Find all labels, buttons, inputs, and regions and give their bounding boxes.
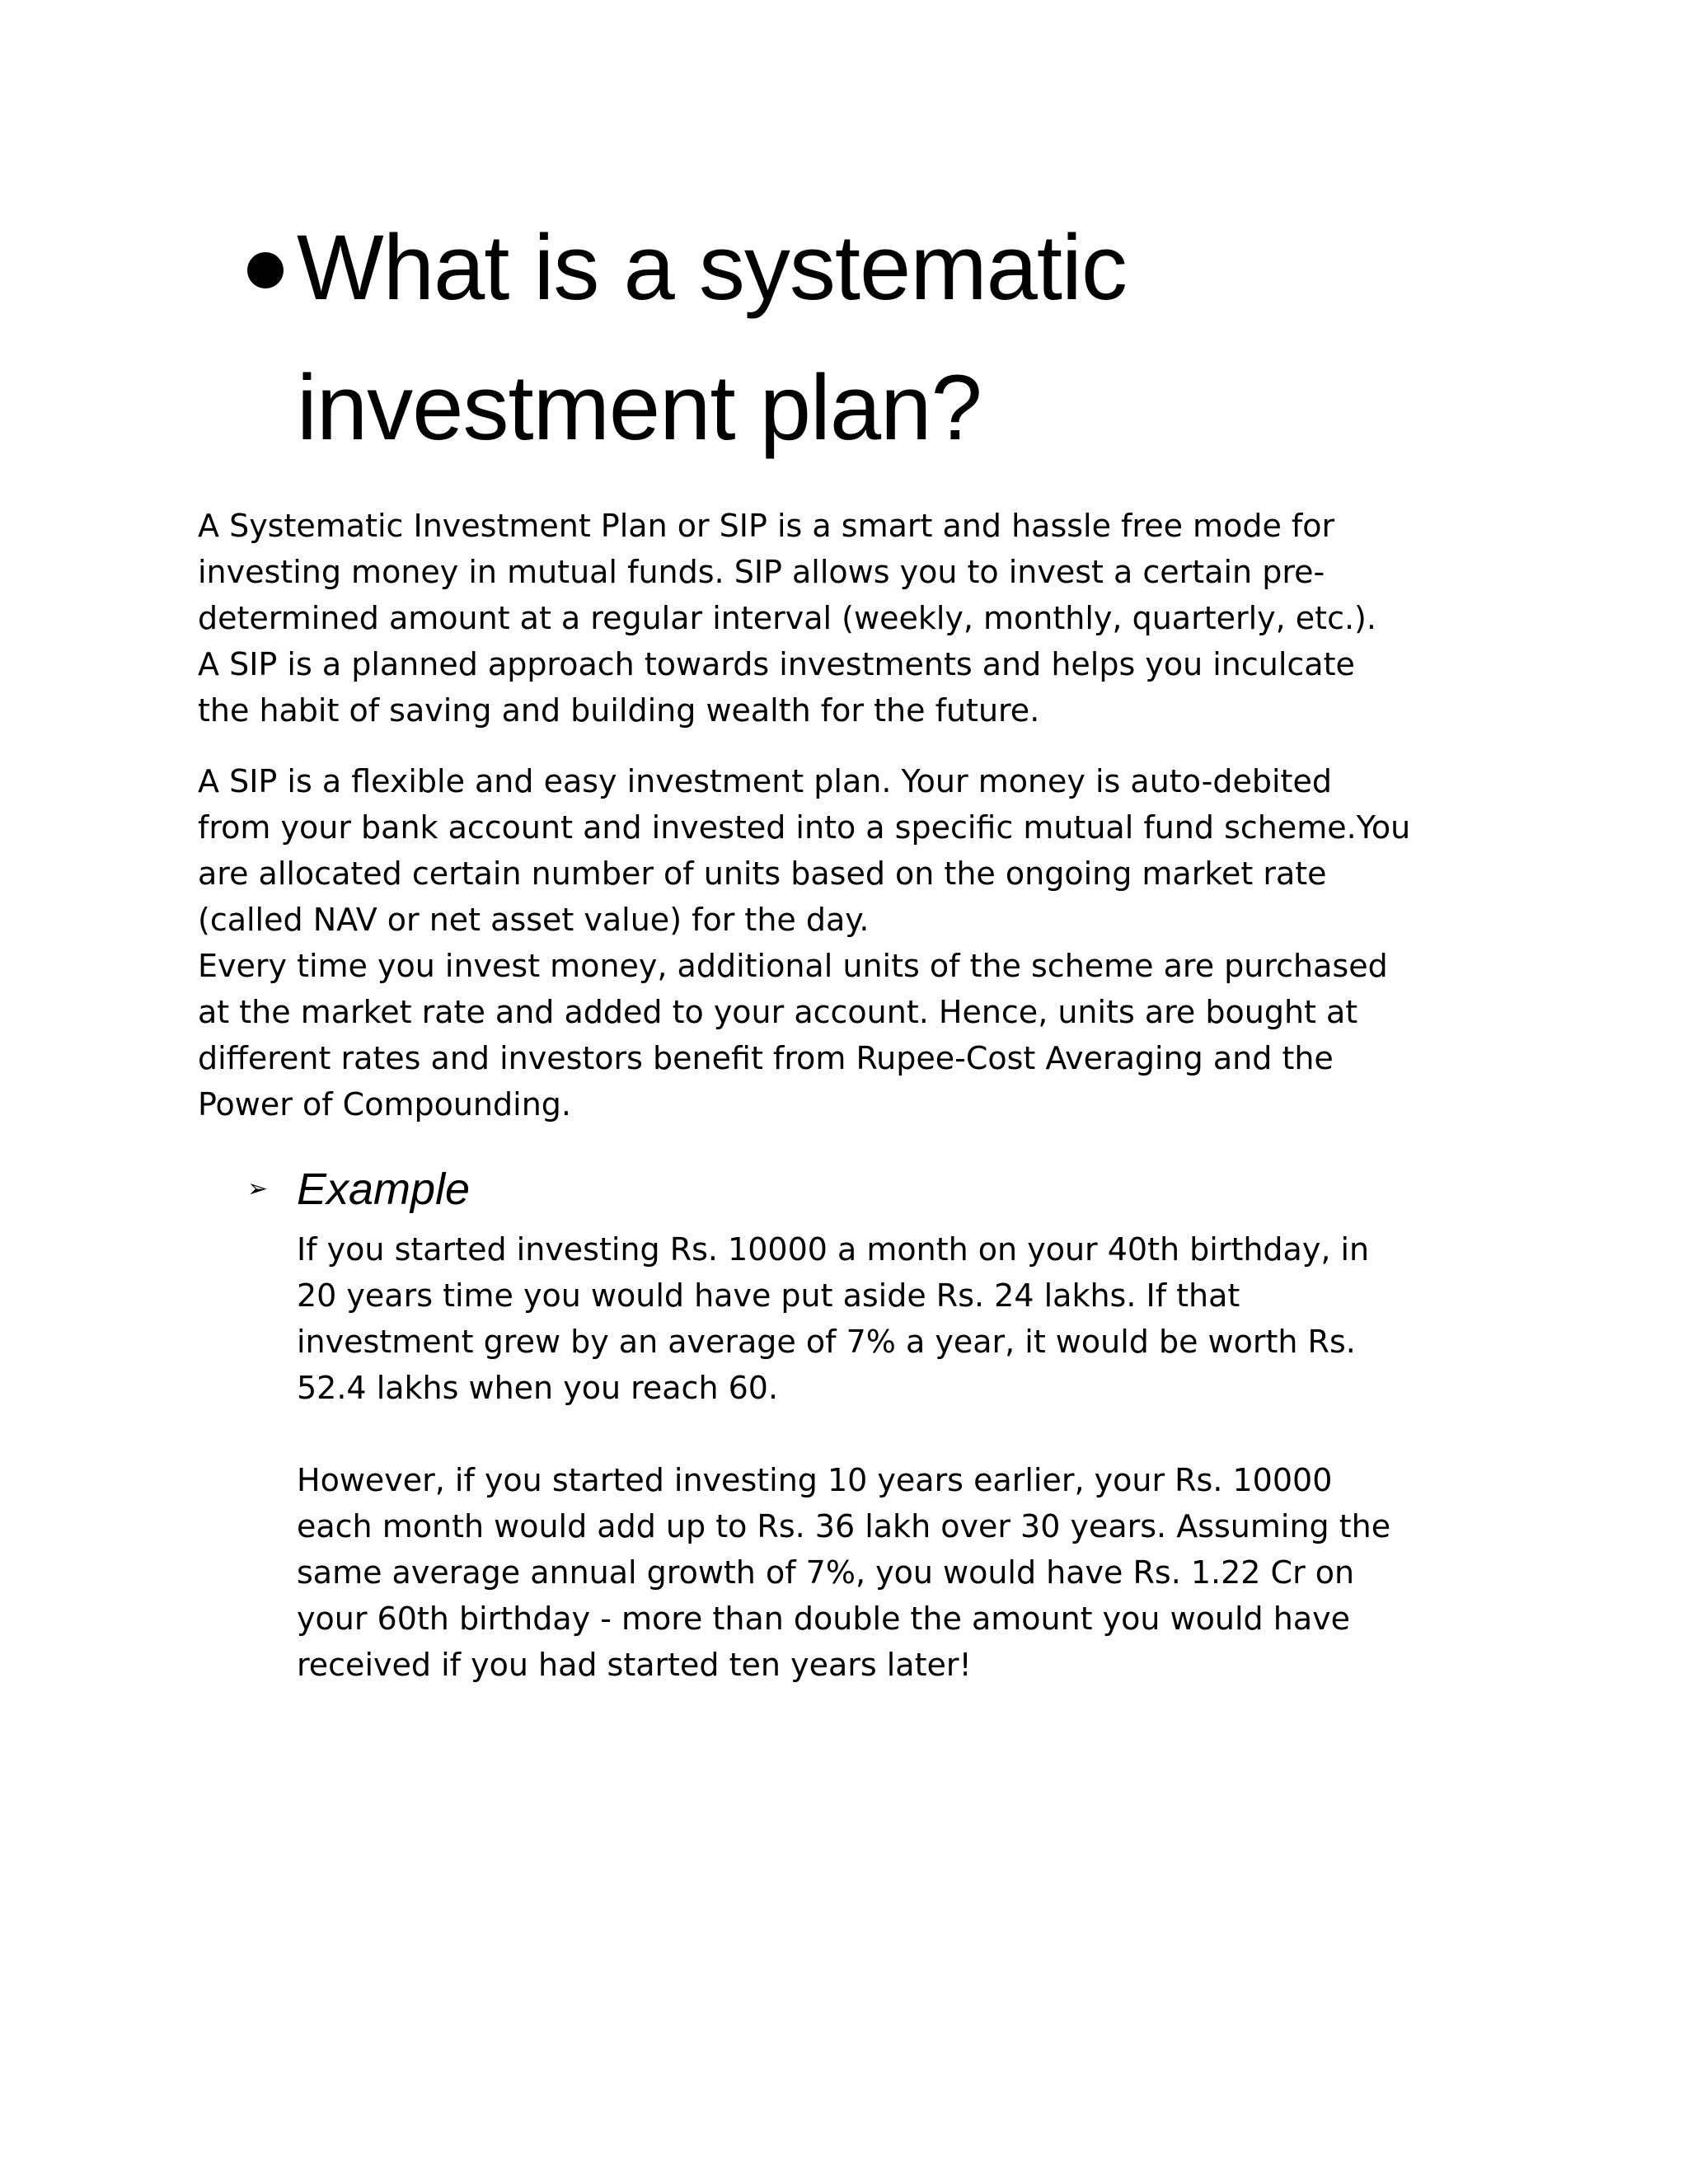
- intro-paragraph: [198, 503, 1500, 733]
- paragraph-line: However, if you started investing 10 years earlier, your Rs. 10000: [297, 1462, 1333, 1498]
- paragraph-line: each month would add up to Rs. 36 lakh over 30 years. Assuming the: [297, 1508, 1391, 1544]
- paragraph-line: different rates and investors benefit from Rupee-Cost Averaging and the: [198, 1040, 1334, 1076]
- paragraph-line: A Systematic Investment Plan or SIP is a smart and hassle free mode for: [198, 508, 1335, 544]
- paragraph-line: If you started investing Rs. 10000 a month on your 40th birthday, in: [297, 1231, 1370, 1268]
- paragraph-line: received if you had started ten years later!: [297, 1647, 972, 1683]
- paragraph-line: (called NAV or net asset value) for the day.: [198, 902, 870, 938]
- paragraph-line: at the market rate and added to your account. Hence, units are bought at: [198, 994, 1358, 1030]
- paragraph-line: 20 years time you would have put aside Rs. 24 lakhs. If that: [297, 1277, 1240, 1314]
- arrow-bullet-icon: ➢: [247, 1175, 269, 1202]
- paragraph-line: A SIP is a planned approach towards investments and helps you inculcate: [198, 646, 1355, 682]
- paragraph-line: your 60th birthday - more than double the amount you would have: [297, 1601, 1350, 1637]
- paragraph-line: 52.4 lakhs when you reach 60.: [297, 1370, 779, 1406]
- paragraph-line: from your bank account and invested into a specific mutual fund scheme.You: [198, 809, 1411, 846]
- example-paragraph-1: [297, 1226, 1533, 1411]
- heading-line-1: What is a systematic: [297, 216, 1127, 319]
- paragraph-line: determined amount at a regular interval (weekly, monthly, quarterly, etc.).: [198, 600, 1376, 636]
- example-label: Example: [297, 1165, 471, 1214]
- paragraph-line: same average annual growth of 7%, you would have Rs. 1.22 Cr on: [297, 1554, 1355, 1591]
- heading-line-2: investment plan?: [297, 356, 982, 459]
- explanation-paragraph: [198, 758, 1500, 1127]
- paragraph-line: are allocated certain number of units based on the ongoing market rate: [198, 855, 1327, 892]
- paragraph-line: Every time you invest money, additional units of the scheme are purchased: [198, 948, 1388, 984]
- example-paragraph-2: [297, 1457, 1533, 1688]
- paragraph-line: investment grew by an average of 7% a year, it would be worth Rs.: [297, 1324, 1356, 1360]
- paragraph-line: Power of Compounding.: [198, 1086, 571, 1122]
- paragraph-line: the habit of saving and building wealth for the future.: [198, 692, 1040, 729]
- example-heading: [247, 1160, 470, 1218]
- paragraph-line: A SIP is a flexible and easy investment plan. Your money is auto-debited: [198, 763, 1332, 799]
- paragraph-line: investing money in mutual funds. SIP allows you to invest a certain pre-: [198, 554, 1325, 590]
- page-heading: [247, 198, 1484, 478]
- heading-bullet-icon: [247, 252, 284, 288]
